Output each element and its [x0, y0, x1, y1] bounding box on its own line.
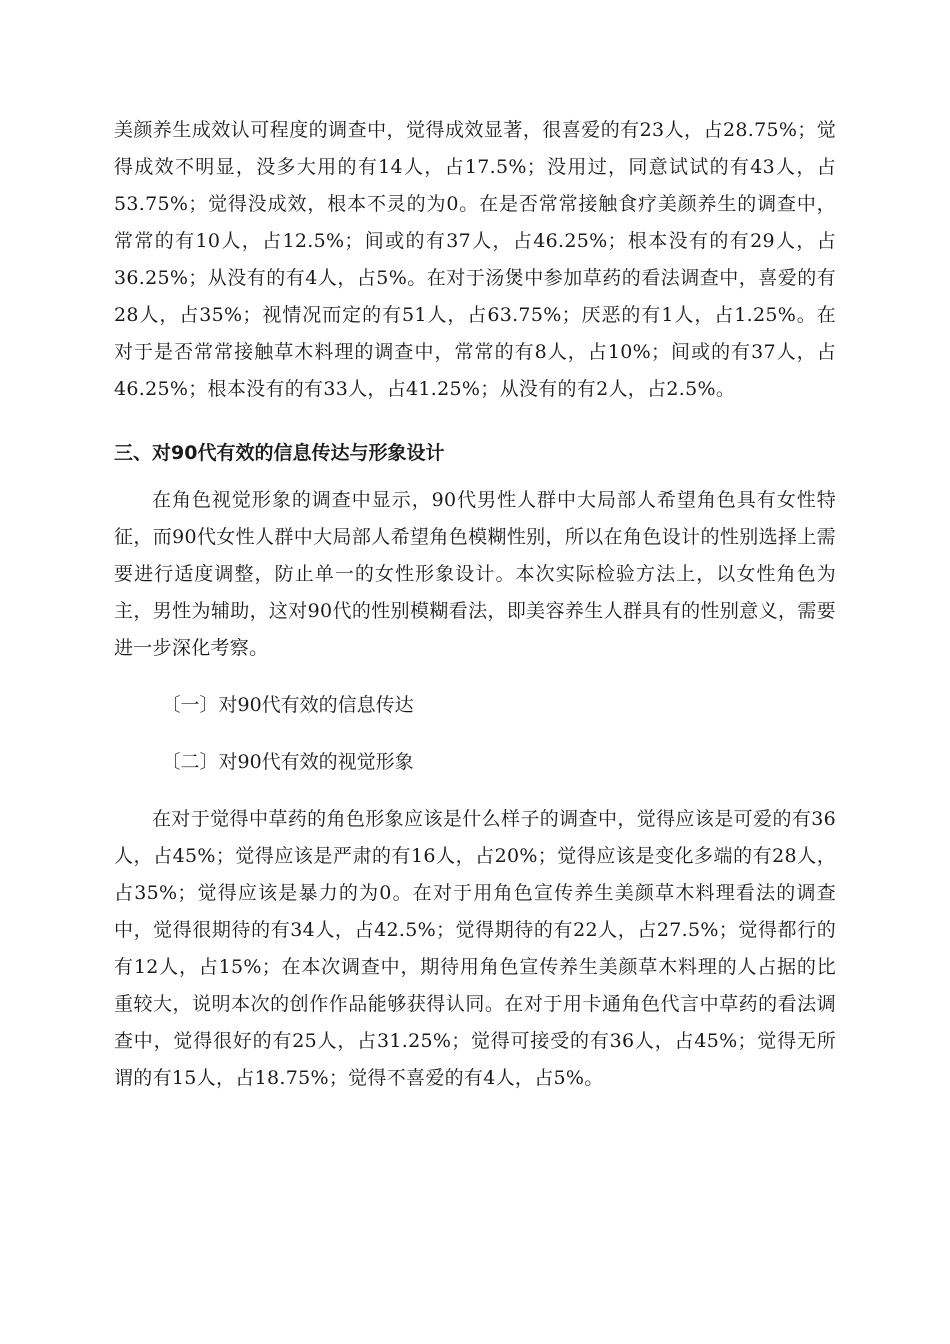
subheading-information: 〔一〕对90代有效的信息传达	[161, 694, 414, 716]
spacer	[114, 667, 836, 687]
paragraph-survey-results-1: 美颜养生成效认可程度的调查中，觉得成效显著，很喜爱的有23人，占28.75%；觉得成效不明显，没多大用的有14人，占17.5%；没用过，同意试试的有43人，占53.75%；觉得没成效，根本不灵的为0。在是否常常接触食疗美颜养生的调查中，常常的有10人，占12.5%；间或的有37人，占46.25%；根本没有的有29人，占36.25%；从没有的有4人，占5%。在对于汤煲中参加草药的看法调查中，喜爱的有28人，占35%；视情况而定的有51人，占63.75%；厌恶的有1人，占1.25%。在对于是否常常接触草木料理的调查中，常常的有8人，占10%；间或的有37人，占46.25%；根本没有的有33人，占41.25%；从没有的有2人，占2.5%。	[114, 119, 836, 400]
spacer	[114, 724, 836, 744]
paragraph-survey-results-2: 在对于觉得中草药的角色形象应该是什么样子的调查中，觉得应该是可爱的有36人，占45%；觉得应该是严肃的有16人，占20%；觉得应该是变化多端的有28人，占35%；觉得应该是暴力的为0。在对于用角色宣传养生美颜草木料理看法的调查中，觉得很期待的有34人，占42.5%；觉得期待的有22人，占27.5%；觉得都行的有12人，占15%；在本次调查中，期待用角色宣传养生美颜草木料理的人占据的比重较大，说明本次的创作作品能够获得认同。在对于用卡通角色代言中草药的看法调查中，觉得很好的有25人，占31.25%；觉得可接受的有36人，占45%；觉得无所谓的有15人，占18.75%；觉得不喜爱的有4人，占5%。	[114, 808, 836, 1089]
subheading-visual-image: 〔二〕对90代有效的视觉形象	[161, 751, 414, 773]
section-heading: 三、对90代有效的信息传达与形象设计	[114, 442, 445, 464]
document-page	[114, 112, 836, 1097]
paragraph-role-design: 在角色视觉形象的调查中显示，90代男性人群中大局部人希望角色具有女性特征，而90代女性人群中大局部人希望角色模糊性别，所以在角色设计的性别选择上需要进行适度调整，防止单一的女性形象设计。本次实际检验方法上，以女性角色为主，男性为辅助，这对90代的性别模糊看法，即美容养生人群具有的性别意义，需要进一步深化考察。	[114, 489, 836, 659]
spacer	[114, 781, 836, 801]
spacer	[114, 408, 836, 422]
